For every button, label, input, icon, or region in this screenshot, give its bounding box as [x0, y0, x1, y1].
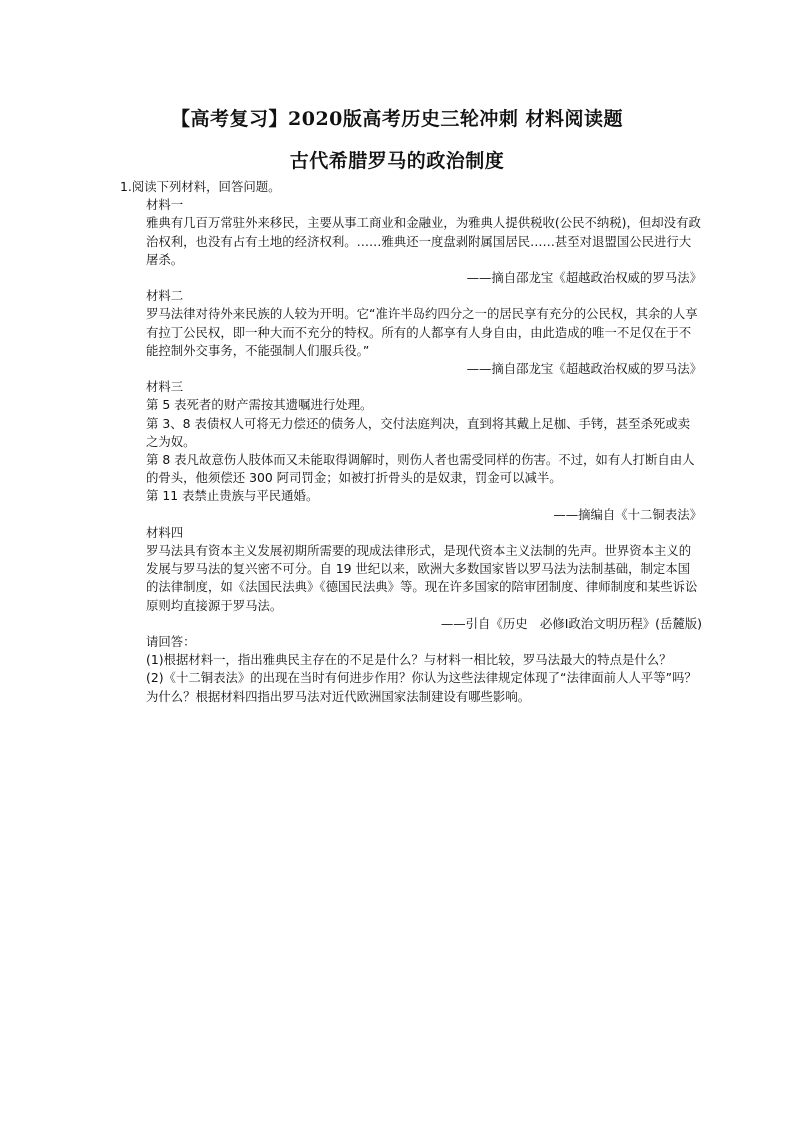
answer-section — [146, 633, 702, 706]
question-stem: 1.阅读下列材料，回答问题。 — [120, 179, 281, 194]
material-source: ——摘自邵龙宝《超越政治权威的罗马法》 — [466, 361, 702, 377]
material-4 — [146, 524, 702, 633]
material-paragraph: 雅典有几百万常驻外来移民，主要从事工商业和金融业，为雅典人提供税收(公民不纳税)，但却没有政治权利，也没有占有土地的经济权利。……雅典还一度盘剥附属国居民……甚至对退盟国公民进行大屠杀。 — [146, 215, 701, 267]
material-source: ——引自《历史 必修Ⅰ政治文明历程》(岳麓版) — [440, 615, 702, 631]
material-source: ——摘编自《十二铜表法》 — [553, 506, 702, 522]
material-label: 材料四 — [146, 524, 184, 540]
answer-prompt: 请回答： — [146, 634, 196, 650]
material-paragraph: 第 3、8 表债权人可将无力偿还的债务人，交付法庭判决，直到将其戴上足枷、手铐，甚至杀死或卖之为奴。 — [146, 415, 691, 449]
question-body — [120, 178, 702, 706]
sub-question-1: (1)根据材料一，指出雅典民主存在的不足是什么？与材料一相比较，罗马法最大的特点是什么？ — [146, 652, 672, 668]
document-title: 【高考复习】2020版高考历史三轮冲刺 材料阅读题 — [171, 108, 623, 130]
material-1 — [146, 196, 702, 287]
material-label: 材料二 — [146, 288, 184, 304]
material-paragraph: 罗马法具有资本主义发展初期所需要的现成法律形式，是现代资本主义法制的先声。世界资本主义的发展与罗马法的复兴密不可分。自 19 世纪以来，欧洲大多数国家皆以罗马法为法制基础，制定本国的法律制度，如《法国民法典》《德国民法典》等。现在许多国家的陪审团制度、律师制度和某些诉讼原则均直接源于罗马法。 — [146, 543, 698, 613]
material-3 — [146, 378, 702, 524]
material-label: 材料三 — [146, 379, 184, 395]
material-source: ——摘自邵龙宝《超越政治权威的罗马法》 — [466, 270, 702, 286]
material-paragraph: 第 11 表禁止贵族与平民通婚。 — [146, 488, 319, 504]
material-2 — [146, 287, 702, 378]
material-label: 材料一 — [146, 197, 184, 213]
document-subtitle: 古代希腊罗马的政治制度 — [289, 150, 505, 172]
material-paragraph: 第 8 表凡故意伤人肢体而又未能取得调解时，则伤人者也需受同样的伤害。不过，如有人打断自由人的骨头，他须偿还 300 阿司罚金；如被打折骨头的是奴隶，罚金可以减半。 — [146, 452, 695, 486]
sub-question-2: (2)《十二铜表法》的出现在当时有何进步作用？你认为这些法律规定体现了“法律面前人人平等”吗？为什么？根据材料四指出罗马法对近代欧洲国家法制建设有哪些影响。 — [146, 670, 697, 704]
material-paragraph: 罗马法律对待外来民族的人较为开明。它“准许半岛约四分之一的居民享有充分的公民权，其余的人享有拉丁公民权，即一种大而不充分的特权。所有的人都享有人身自由，由此造成的唯一不足仅在于不能控制外交事务，不能强制人们服兵役。” — [146, 306, 698, 358]
material-paragraph: 第 5 表死者的财产需按其遗嘱进行处理。 — [146, 397, 373, 413]
